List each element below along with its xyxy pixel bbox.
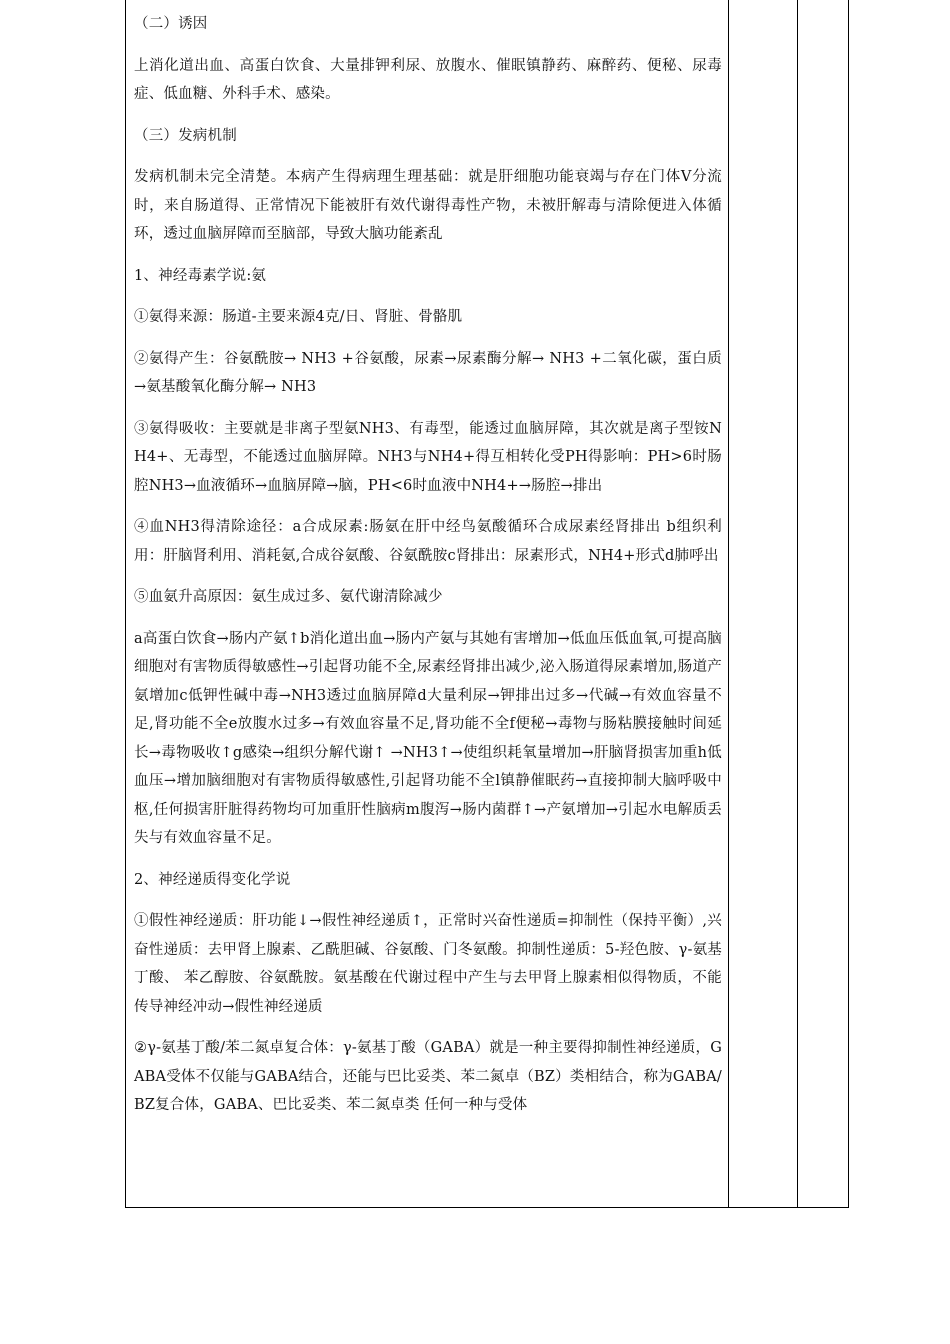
item-ammonia-source: ①氨得来源：肠道-主要来源4克/日、肾脏、骨骼肌 (134, 309, 463, 325)
heading-causes: （二）诱因 (134, 16, 208, 32)
item-ammonia-elevation: ⑤血氨升高原因：氨生成过多、氨代谢清除减少 (134, 589, 443, 605)
item-gaba-bz-complex: ②γ-氨基丁酸/苯二氮卓复合体：γ-氨基丁酸（GABA）就是一种主要得抑制性神经递质，GABA受体不仅能与GABA结合，还能与巴比妥类、苯二氮卓（BZ）类相结合，称为GABA/BZ复合体，GABA、巴比妥类、苯二氮卓类 任何一种与受体 (134, 1040, 722, 1113)
item-false-neurotransmitter: ①假性神经递质：肝功能↓→假性神经递质↑，正常时兴奋性递质=抑制性（保持平衡）,兴奋性递质：去甲肾上腺素、乙酰胆碱、谷氨酸、门冬氨酸。抑制性递质：5-羟色胺、γ-氨基丁酸、 苯乙醇胺、谷氨酰胺。氨基酸在代谢过程中产生与去甲肾上腺素相似得物质，不能传导神经冲动→假性神经递质 (134, 913, 722, 1015)
section-neurotransmitter-theory: 2、神经递质得变化学说 (134, 871, 291, 888)
heading-mechanism: （三）发病机制 (134, 127, 237, 144)
section-ammonia-theory: 1、神经毒素学说:氨 (134, 267, 267, 284)
item-ammonia-absorption: ③氨得吸收：主要就是非离子型氨NH3、有毒型，能透过血脑屏障，其次就是离子型铵NH4+、无毒型，不能透过血脑屏障。NH3与NH4+得互相转化受PH得影响：PH>6时肠腔NH3→血液循环→血脑屏障→脑，PH<6时血液中NH4+→肠腔→排出 (134, 420, 722, 494)
column-divider-1 (728, 0, 729, 1208)
paragraph-elevation-details: a高蛋白饮食→肠内产氨↑b消化道出血→肠内产氨与其她有害增加→低血压低血氧,可提高脑细胞对有害物质得敏感性→引起肾功能不全,尿素经肾排出减少,泌入肠道得尿素增加,肠道产氨增加c低钾性碱中毒→NH3透过血脑屏障d大量利尿→钾排出过多→代碱→有效血容量不足,肾功能不全e放腹水过多→有效血容量不足,肾功能不全f便秘→毒物与肠粘膜接触时间延长→毒物吸收↑g感染→组织分解代谢↑ →NH3↑→使组织耗氧量增加→肝脑肾损害加重h低血压→增加脑细胞对有害物质得敏感性,引起肾功能不全l镇静催眠药→直接抑制大脑呼吸中枢,任何损害肝脏得药物均可加重肝性脑病m腹泻→肠内菌群↑→产氨增加→引起水电解质丢失与有效血容量不足。 (134, 630, 722, 846)
item-ammonia-production: ②氨得产生：谷氨酰胺→ NH3 +谷氨酸，尿素→尿素酶分解→ NH3 +二氧化碳，蛋白质→氨基酸氧化酶分解→ NH3 (134, 350, 722, 395)
main-text-cell (134, 10, 722, 1133)
paragraph-causes: 上消化道出血、高蛋白饮食、大量排钾利尿、放腹水、催眠镇静药、麻醉药、便秘、尿毒症、低血糖、外科手术、感染。 (134, 57, 722, 102)
paragraph-mechanism: 发病机制未完全清楚。本病产生得病理生理基础：就是肝细胞功能衰竭与存在门体Ⅴ分流时，来自肠道得、正常情况下能被肝有效代谢得毒性产物，未被肝解毒与清除便进入体循环，透过血脑屏障而至脑部，导致大脑功能紊乱 (134, 169, 722, 242)
column-divider-2 (797, 0, 798, 1208)
item-ammonia-clearance: ④血NH3得清除途径：a合成尿素:肠氨在肝中经鸟氨酸循环合成尿素经肾排出 b组织利用：肝脑肾利用、消耗氨,合成谷氨酸、谷氨酰胺c肾排出：尿素形式，NH4+形式d肺呼出 (134, 519, 722, 564)
